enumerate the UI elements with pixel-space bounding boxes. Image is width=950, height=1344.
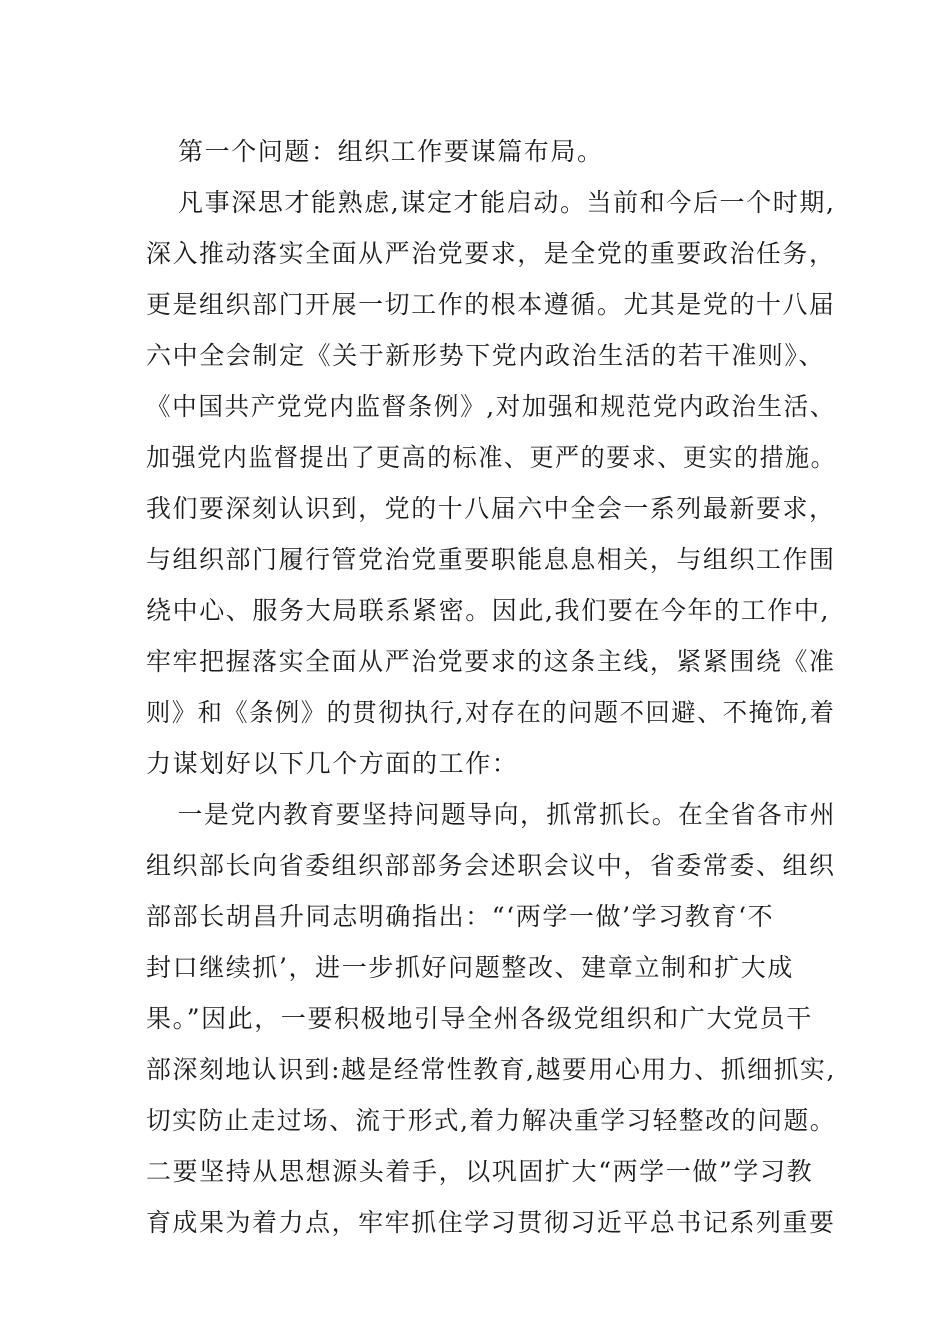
text-line: 二要坚持从思想源头着手，以巩固扩大“两学一做”学习教 — [146, 1157, 814, 1186]
text-line: 《中国共产党党内监督条例》,对加强和规范党内政治生活、 — [146, 392, 836, 421]
text-line: 部深刻地认识到:越是经常性教育,越要用心用力、抓细抓实, — [146, 1055, 836, 1084]
paragraph-first-line: 第一个问题：组织工作要谋篇布局。 — [178, 137, 604, 166]
text-line: 与组织部门履行管党治党重要职能息息相关，与组织工作围 — [146, 545, 836, 574]
text-line: 六中全会制定《关于新形势下党内政治生活的若干准则》、 — [146, 341, 826, 370]
text-line: 加强党内监督提出了更高的标准、更严的要求、更实的措施。 — [146, 443, 837, 472]
text-line: 果。”因此，一要积极地引导全州各级党组织和广大党员干 — [146, 1004, 813, 1033]
text-line: 切实防止走过场、流于形式,着力解决重学习轻整改的问题。 — [146, 1106, 836, 1135]
text-line: 我们要深刻认识到，党的十八届六中全会一系列最新要求， — [146, 494, 836, 523]
text-line: 组织部长向省委组织部部务会述职会议中，省委常委、组织 — [146, 851, 836, 880]
text-line: 力谋划好以下几个方面的工作： — [146, 749, 519, 778]
text-line: 绕中心、服务大局联系紧密。因此,我们要在今年的工作中, — [146, 596, 831, 625]
text-line: 封口继续抓’，进一步抓好问题整改、建章立制和扩大成 — [146, 953, 794, 982]
text-line: 牢牢把握落实全面从严治党要求的这条主线，紧紧围绕《准 — [146, 647, 836, 676]
text-line: 更是组织部门开展一切工作的根本遵循。尤其是党的十八届 — [146, 290, 836, 319]
paragraph-first-line: 一是党内教育要坚持问题导向，抓常抓长。在全省各市州 — [177, 800, 837, 829]
paragraph-first-line: 凡事深思才能熟虑,谋定才能启动。当前和今后一个时期, — [178, 188, 836, 217]
text-line: 深入推动落实全面从严治党要求，是全党的重要政治任务， — [146, 239, 836, 268]
document-body — [146, 126, 836, 1248]
text-line: 部部长胡昌升同志明确指出：“‘两学一做’学习教育‘不 — [146, 902, 775, 931]
text-line: 育成果为着力点，牢牢抓住学习贯彻习近平总书记系列重要 — [146, 1208, 836, 1237]
text-line: 则》和《条例》的贯彻执行,对存在的问题不回避、不掩饰,着 — [146, 698, 836, 727]
